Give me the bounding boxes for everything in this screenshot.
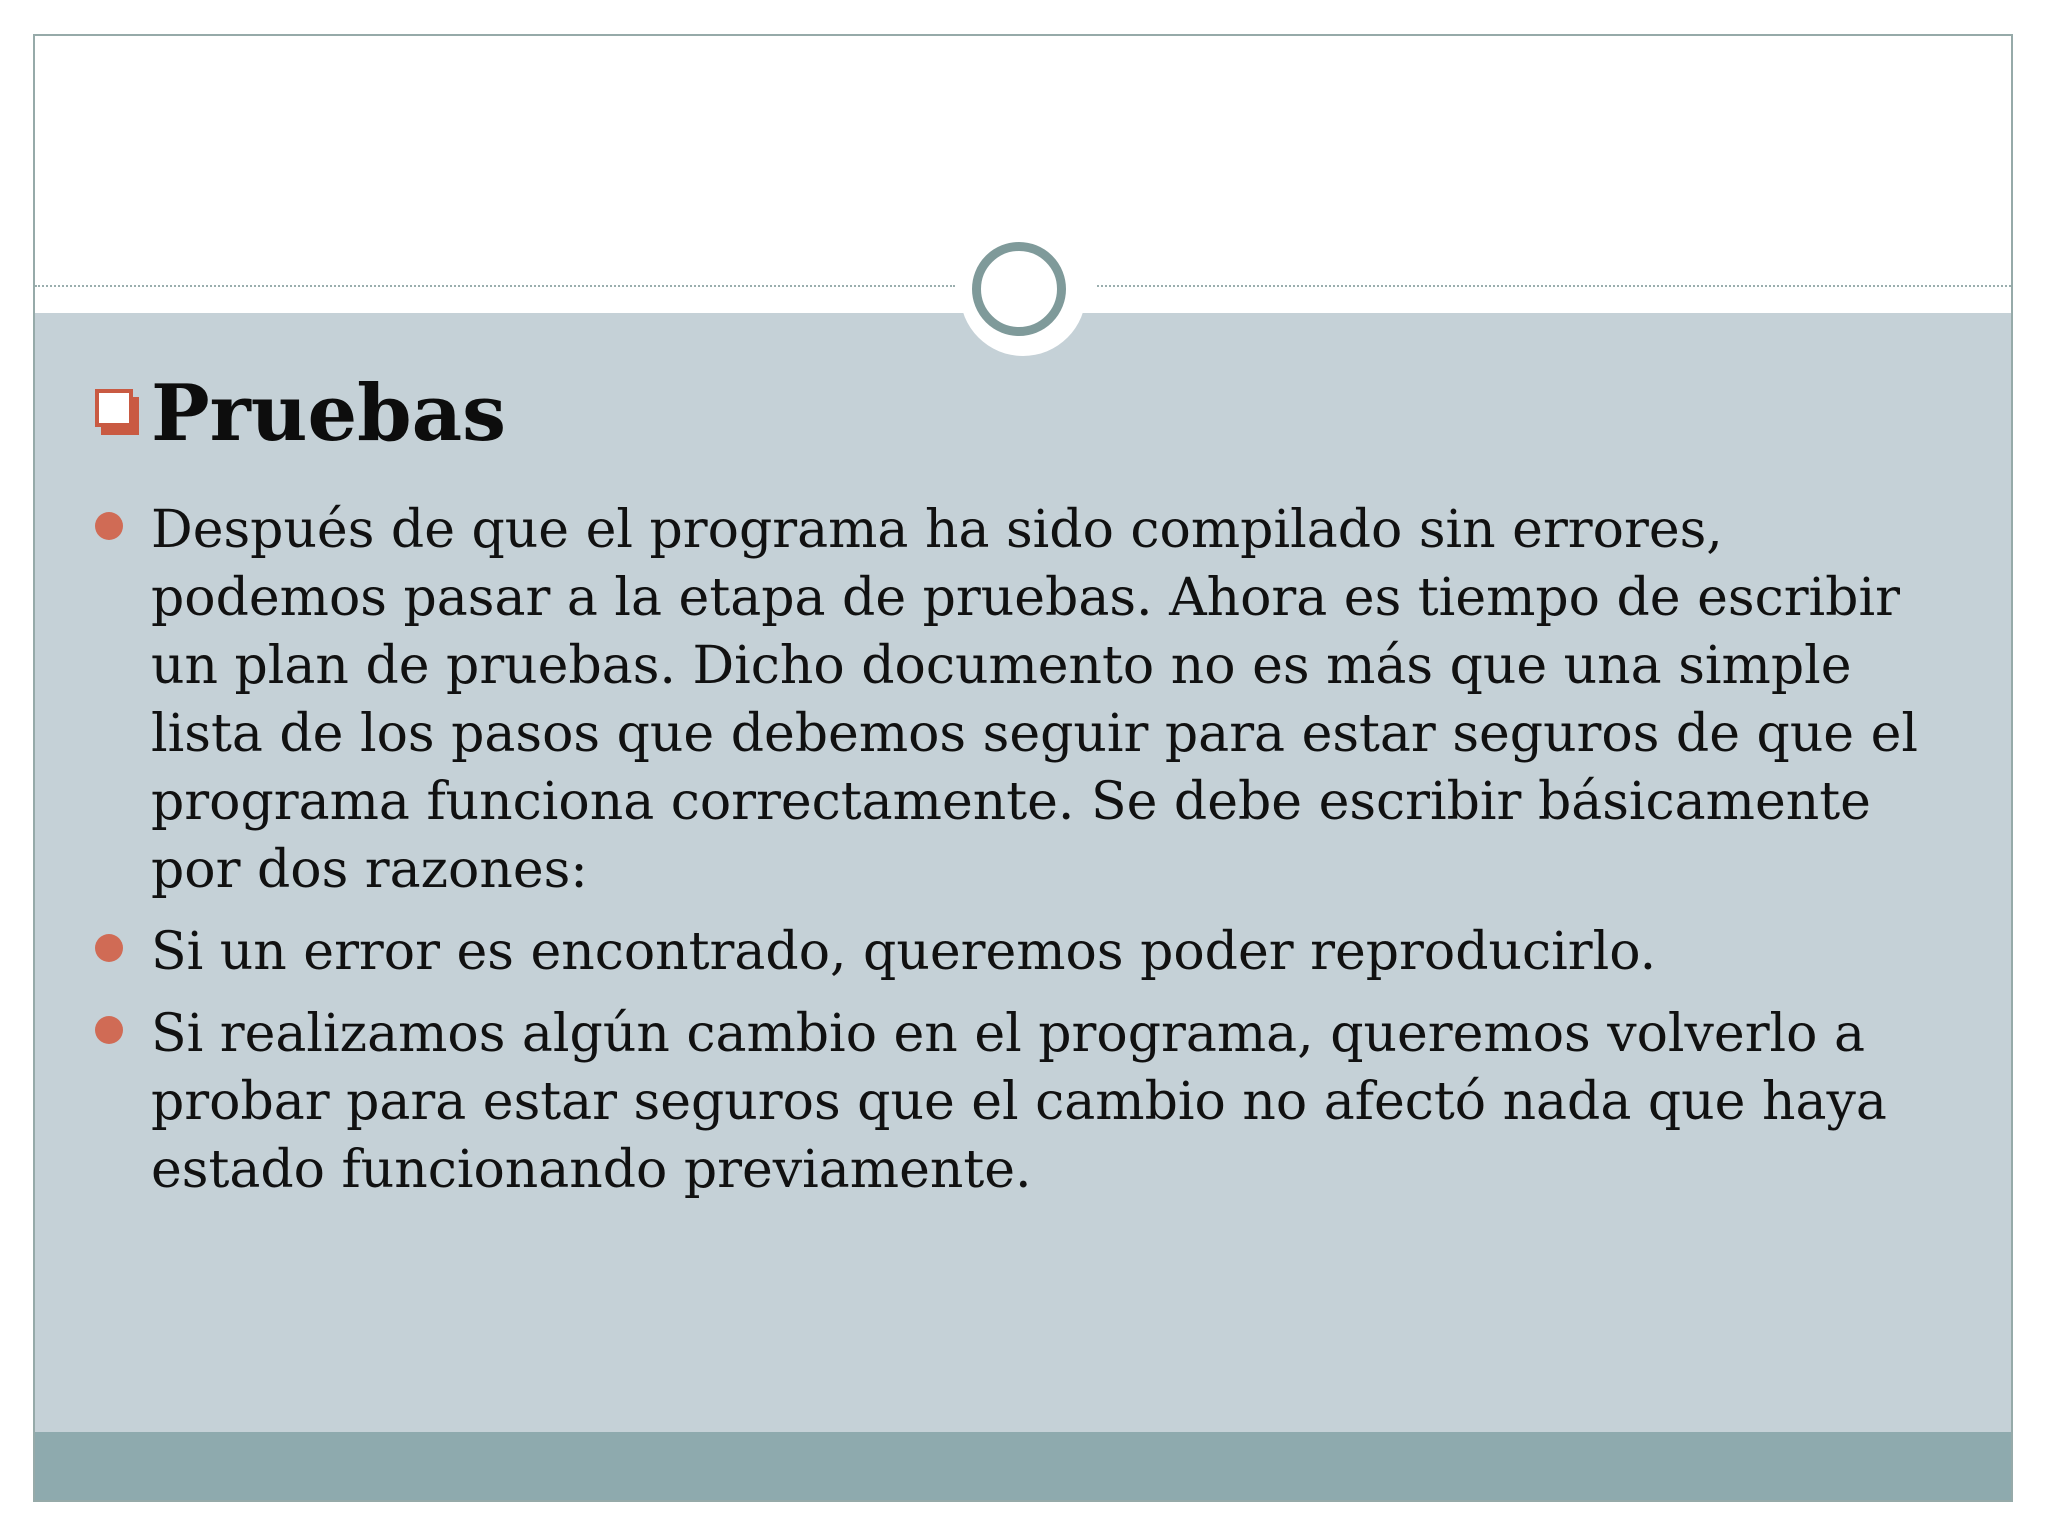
checkbox-square-icon	[95, 389, 143, 439]
bullet-dot-icon	[95, 1016, 123, 1044]
bullet-item	[35, 1000, 2011, 1204]
bullet-text: Si realizamos algún cambio en el programa, queremos volverlo a probar para estar seguros que el cambio no afectó nada que haya estado funcionando previamente.	[151, 1004, 1887, 1200]
bullet-text: Después de que el programa ha sido compilado sin errores, podemos pasar a la etapa de pruebas. Ahora es tiempo de escribir un plan de pruebas. Dicho documento no es más que una simple lista de los pasos que debemos seguir para estar seguros de que el programa funciona correctamente. Se debe escribir básicamente por dos razones:	[151, 500, 1919, 900]
bullet-item	[35, 918, 2011, 986]
bullet-list	[35, 496, 2011, 1218]
slide-title: Pruebas	[151, 368, 507, 459]
title-row	[95, 354, 506, 474]
bullet-item	[35, 496, 2011, 904]
slide	[33, 34, 2013, 1502]
divider-line-left	[35, 285, 955, 287]
slide-footer-bar	[35, 1432, 2011, 1502]
bullet-dot-icon	[95, 512, 123, 540]
bullet-text: Si un error es encontrado, queremos poder reproducirlo.	[151, 922, 1657, 982]
bullet-dot-icon	[95, 934, 123, 962]
circle-ring-icon	[972, 242, 1066, 336]
divider-line-right	[1097, 285, 2011, 287]
